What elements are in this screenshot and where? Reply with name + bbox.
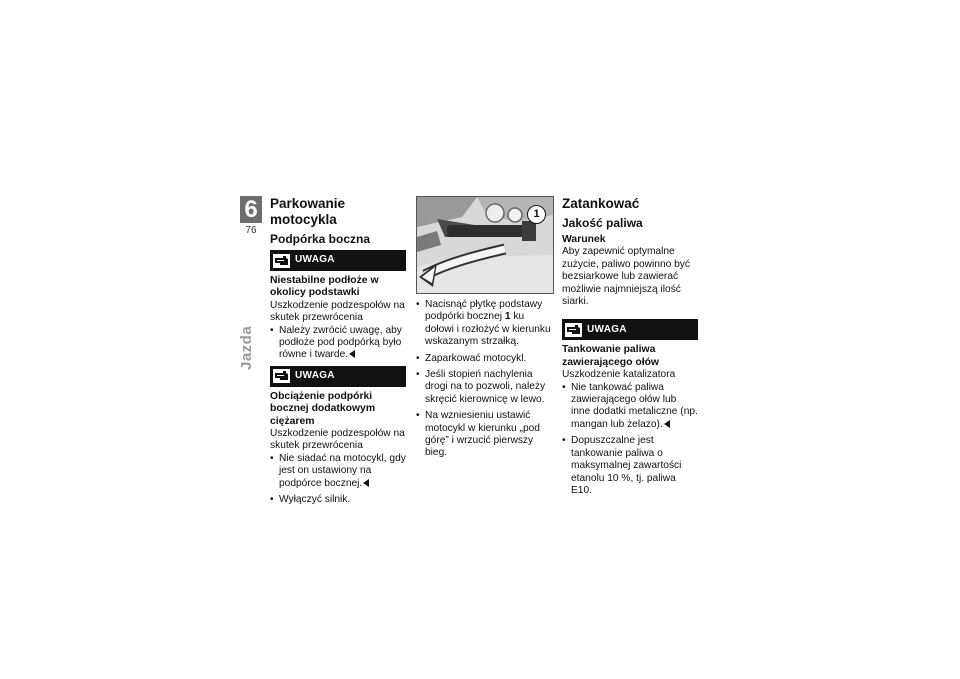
section-title: Zatankować (562, 196, 640, 211)
warning-hand-icon (273, 254, 290, 268)
warning-text: Uszkodzenie katalizatora (562, 369, 676, 381)
end-triangle-icon (349, 350, 355, 358)
warning-hand-icon (565, 323, 582, 337)
warning-text: Uszkodzenie podzespołów na skutek przewrócenia (270, 299, 405, 324)
condition-text: Aby zapewnić optymalne zużycie, paliwo powinno być bezsiarkowe lub zawierać możliwie najmniejszą ilość siarki. (562, 246, 690, 308)
warning-label: UWAGA (295, 254, 335, 266)
warning-banner (270, 366, 406, 387)
warning-list (562, 382, 698, 498)
list-item: • Dopuszczalne jest tankowanie paliwa o maksymalnej zawartości etanolu 10 %, tj. paliwa E10. (562, 435, 698, 497)
column-right (562, 196, 698, 501)
list-item: • Należy zwrócić uwagę, aby podłoże pod podpórką było równe i twarde. (270, 325, 406, 362)
warning-banner (562, 319, 698, 340)
warning-label: UWAGA (295, 370, 335, 382)
list-item: • Nie tankować paliwa zawierającego ołów lub inne dodatki metaliczne (np. mangan lub żelazo). (562, 382, 698, 432)
side-stand-photo (416, 196, 554, 294)
warning-hand-icon (273, 369, 290, 383)
warning-banner (270, 250, 406, 271)
warning-list (270, 453, 406, 507)
column-middle (416, 196, 552, 464)
list-item: • Nie siadać na motocykl, gdy jest on ustawiony na podpórce bocznej. (270, 453, 406, 490)
end-triangle-icon (664, 420, 670, 428)
warning-text: Uszkodzenie podzespołów na skutek przewrócenia (270, 428, 405, 452)
page-number: 76 (245, 225, 257, 236)
end-triangle-icon (363, 479, 369, 487)
warning-list (270, 325, 406, 362)
figure-callout: 1 (527, 205, 546, 224)
warning-heading: Niestabilne podłoże w okolicy podstawki (270, 275, 379, 299)
list-item: • Jeśli stopień nachylenia drogi na to pozwoli, należy skręcić kierownicę w lewo. (416, 369, 552, 406)
list-item: • Zaparkować motocykl. (416, 353, 552, 365)
list-item: • Nacisnąć płytkę podstawy podpórki bocznej 1 ku dołowi i rozłożyć w kierunku wskazanym strzałką. (416, 299, 552, 349)
section-side-label: Jazda (238, 325, 255, 370)
subsection-title: Jakość paliwa (562, 216, 643, 230)
section-title: Parkowanie motocykla (270, 196, 346, 227)
subsection-title: Podpórka boczna (270, 232, 371, 246)
warning-label: UWAGA (587, 323, 627, 335)
column-left (270, 196, 406, 511)
warning-heading: Obciążenie podpórki bocznej dodatkowym ciężarem (270, 390, 376, 427)
condition-label: Warunek (562, 234, 606, 245)
instruction-list (416, 299, 552, 460)
chapter-number: 6 (240, 196, 262, 223)
list-item: • Wyłączyć silnik. (270, 494, 406, 506)
list-item: • Na wzniesieniu ustawić motocykl w kierunku „pod górę” i wrzucić pierwszy bieg. (416, 410, 552, 460)
warning-heading: Tankowanie paliwa zawierającego ołów (562, 344, 660, 368)
